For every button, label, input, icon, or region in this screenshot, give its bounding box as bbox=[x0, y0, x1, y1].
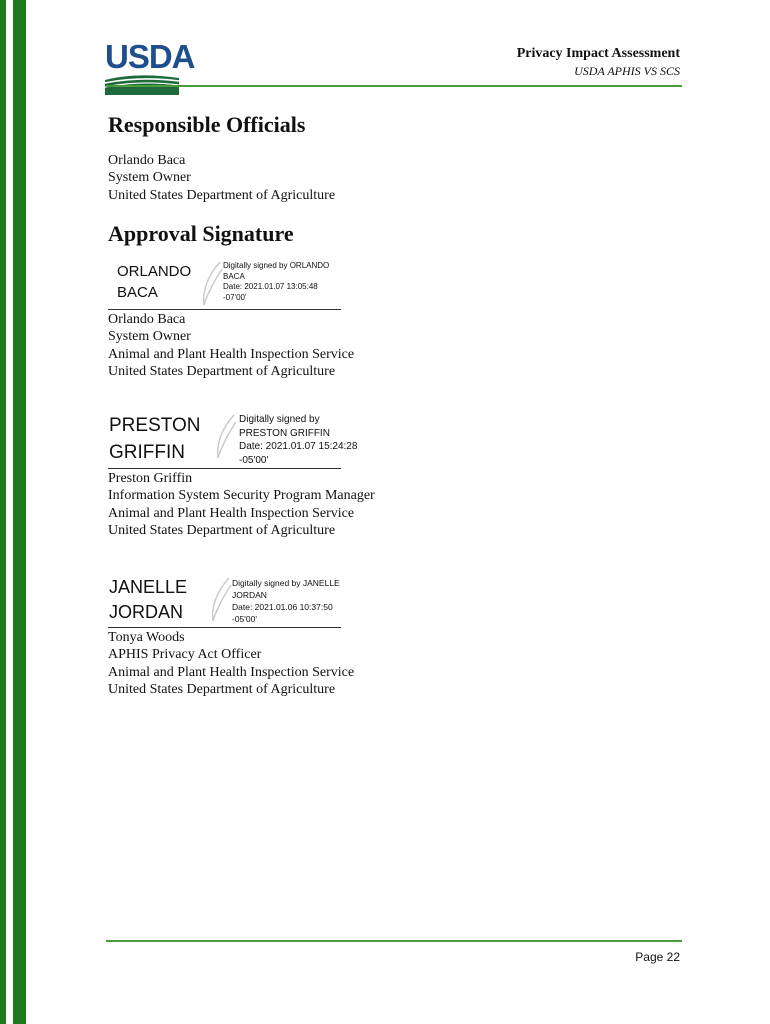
official-name: Orlando Baca bbox=[108, 153, 186, 168]
official-department: United States Department of Agriculture bbox=[108, 187, 336, 203]
signatory-department: United States Department of Agriculture bbox=[108, 681, 336, 697]
signatory-block-2 bbox=[108, 470, 375, 539]
signature-detail-line: Digitally signed by ORLANDO bbox=[223, 261, 330, 270]
signature-name-line: JORDAN bbox=[109, 601, 184, 622]
signature-name-line: BACA bbox=[117, 284, 158, 301]
signature-detail-line: Date: 2021.01.07 15:24:28 bbox=[239, 441, 358, 452]
digital-signature-1 bbox=[108, 259, 341, 311]
usda-logo-text: USDA bbox=[105, 38, 195, 75]
signature-details bbox=[232, 577, 340, 625]
signature-line bbox=[108, 627, 341, 628]
signature-detail-line: BACA bbox=[223, 271, 245, 281]
signature-name-line: ORLANDO bbox=[117, 263, 192, 280]
signatory-name: Preston Griffin bbox=[108, 471, 193, 486]
signatory-agency: Animal and Plant Health Inspection Service bbox=[108, 664, 355, 680]
usda-logo bbox=[105, 38, 195, 96]
document-subtitle: USDA APHIS VS SCS bbox=[574, 64, 680, 78]
official-role: System Owner bbox=[108, 170, 191, 186]
signature-detail-line: PRESTON GRIFFIN bbox=[239, 427, 330, 439]
signature-name-line: PRESTON bbox=[109, 415, 201, 436]
header-divider bbox=[106, 85, 682, 87]
digital-signature-2 bbox=[108, 412, 358, 466]
digital-signature-3 bbox=[108, 575, 341, 627]
left-margin-bar bbox=[0, 0, 6, 1024]
page-number: Page 22 bbox=[635, 950, 680, 964]
signatory-role: System Owner bbox=[108, 329, 191, 345]
approval-signature-heading: Approval Signature bbox=[108, 221, 294, 246]
signatory-agency: Animal and Plant Health Inspection Service bbox=[108, 346, 355, 362]
signature-mark-icon bbox=[200, 261, 224, 307]
signature-name bbox=[109, 412, 201, 466]
signature-mark-icon bbox=[209, 577, 233, 623]
signatory-role: Information System Security Program Manager bbox=[108, 488, 375, 504]
signature-name-line: GRIFFIN bbox=[109, 442, 185, 463]
signature-details bbox=[239, 413, 357, 467]
signature-detail-line: Digitally signed by bbox=[239, 414, 320, 425]
signature-name bbox=[109, 575, 187, 624]
signature-name-line: JANELLE bbox=[109, 577, 188, 597]
signature-name bbox=[117, 261, 191, 303]
signature-detail-line: -05'00' bbox=[232, 614, 257, 624]
document-title: Privacy Impact Assessment bbox=[516, 46, 680, 61]
footer-divider bbox=[106, 940, 682, 942]
signatory-agency: Animal and Plant Health Inspection Service bbox=[108, 505, 355, 521]
signatory-block-3 bbox=[108, 629, 354, 698]
signature-details bbox=[223, 261, 329, 303]
signature-detail-line: Date: 2021.01.06 10:37:50 bbox=[232, 602, 333, 612]
signature-detail-line: Date: 2021.01.07 13:05:48 bbox=[223, 282, 318, 291]
responsible-officials-heading: Responsible Officials bbox=[108, 112, 306, 137]
signatory-block-1 bbox=[108, 311, 354, 380]
signature-line bbox=[108, 468, 341, 469]
signature-mark-icon bbox=[214, 414, 238, 460]
responsible-officials-block bbox=[108, 152, 335, 204]
signature-detail-line: JORDAN bbox=[232, 590, 267, 600]
left-margin-bar-wide bbox=[13, 0, 26, 1024]
signatory-department: United States Department of Agriculture bbox=[108, 363, 336, 379]
signatory-department: United States Department of Agriculture bbox=[108, 522, 336, 538]
signature-detail-line: -05'00' bbox=[239, 454, 269, 466]
signature-line bbox=[108, 309, 341, 310]
signatory-role: APHIS Privacy Act Officer bbox=[108, 647, 262, 663]
signature-detail-line: -07'00' bbox=[223, 292, 247, 302]
signature-detail-line: Digitally signed by JANELLE bbox=[232, 578, 340, 588]
signatory-name: Tonya Woods bbox=[108, 630, 185, 645]
signatory-name: Orlando Baca bbox=[108, 312, 186, 327]
